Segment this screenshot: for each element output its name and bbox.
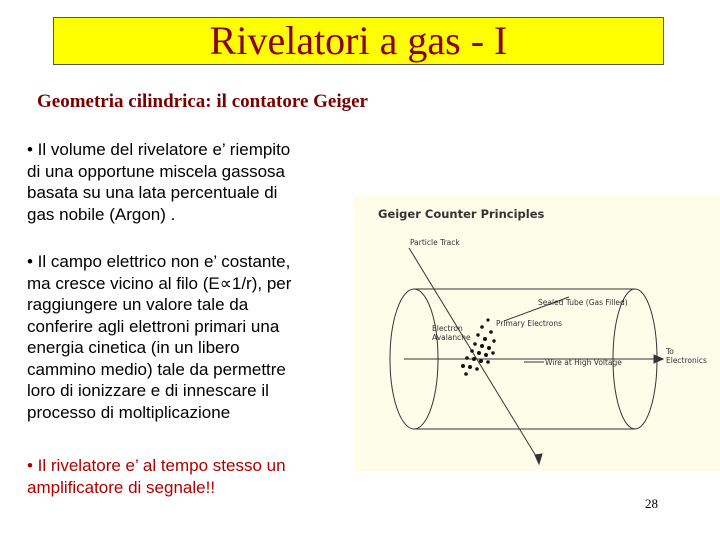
label-particle-track: Particle Track: [410, 238, 460, 247]
figure-title: Geiger Counter Principles: [378, 207, 545, 221]
geiger-counter-diagram: [354, 196, 720, 471]
slide-title: Rivelatori a gas - I: [209, 18, 508, 63]
slide-subtitle: Geometria cilindrica: il contatore Geiger: [37, 91, 368, 112]
paragraph-gas-filling: • Il volume del rivelatore e’ riempito di una opportune miscela gassosa basata su una lata percentuale di gas nobile (Argon) .: [27, 140, 291, 224]
paragraph-electric-field: • Il campo elettrico non e’ costante, ma cresce vicino al filo (E∝1/r), per raggiungere un valore tale da conferire agli elettroni primari una energia cinetica (in un libero cammino medio) tale da permettre loro di ionizzare e di innescare il processo di moltiplicazione: [27, 252, 292, 422]
label-primary-electrons: Primary Electrons: [496, 319, 563, 328]
particle-track-arrowhead: [535, 454, 542, 464]
paragraph-amplifier: • Il rivelatore e’ al tempo stesso un amplificatore di segnale!!: [27, 456, 286, 497]
label-sealed-tube: Sealed Tube (Gas Filled): [538, 298, 628, 307]
title-banner: [53, 17, 664, 65]
label-to-electronics: To Electronics: [666, 347, 707, 365]
page-number: 28: [645, 496, 658, 511]
electronics-arrowhead: [654, 355, 663, 363]
label-wire-high-voltage: Wire at High Voltage: [545, 358, 622, 367]
label-electron-avalanche: Electron Avalanche: [432, 324, 471, 342]
